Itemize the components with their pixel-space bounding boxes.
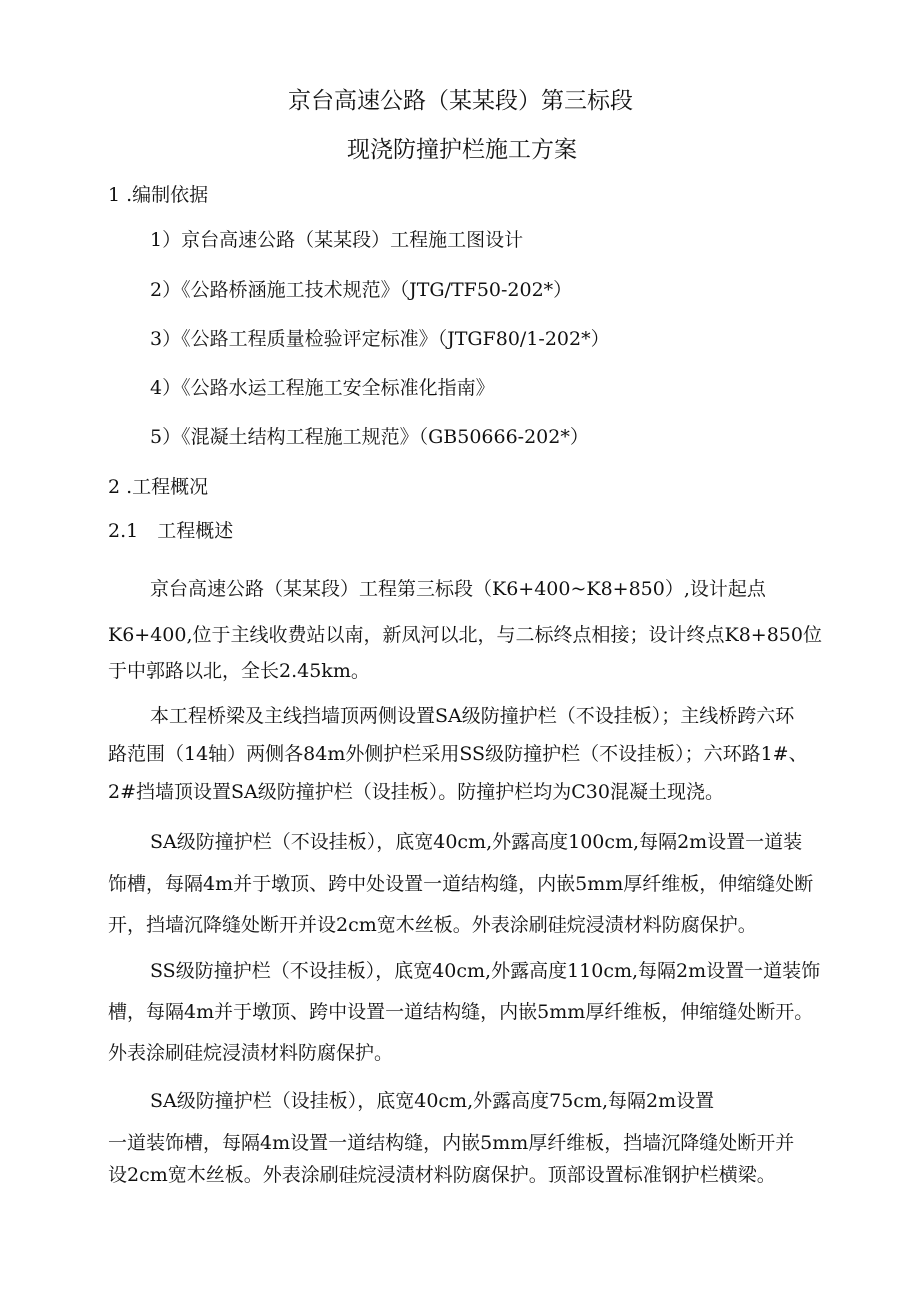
- paragraph-line: SA级防撞护栏（设挂板），底宽40cm,外露高度75cm,每隔2m设置: [150, 1090, 715, 1112]
- list-item: 2）《公路桥涵施工技术规范》（JTG/TF50-202*）: [150, 279, 573, 301]
- paragraph-line: 槽，每隔4m并于墩顶、跨中设置一道结构缝，内嵌5mm厚纤维板，伸缩缝处断开。: [108, 1001, 814, 1023]
- paragraph-line: SS级防撞护栏（不设挂板），底宽40cm,外露高度110cm,每隔2m设置一道装饰: [150, 960, 821, 982]
- list-item: 3）《公路工程质量检验评定标准》（JTGF80/1-202*）: [150, 328, 610, 350]
- paragraph-line: 路范围（14轴）两侧各84m外侧护栏采用SS级防撞护栏（不设挂板）；六环路1#、: [108, 743, 808, 765]
- list-item: 1）京台高速公路（某某段）工程施工图设计: [150, 229, 524, 251]
- document-title: 京台高速公路（某某段）第三标段: [288, 88, 633, 114]
- paragraph-line: 设2cm宽木丝板。外表涂刷硅烷浸渍材料防腐保护。顶部设置标准钢护栏横梁。: [108, 1164, 776, 1186]
- paragraph-line: 于中郭路以北，全长2.45km。: [108, 660, 370, 682]
- paragraph-line: 一道装饰槽，每隔4m设置一道结构缝，内嵌5mm厚纤维板，挡墙沉降缝处断开并: [108, 1132, 795, 1154]
- paragraph-line: SA级防撞护栏（不设挂板），底宽40cm,外露高度100cm,每隔2m设置一道装: [150, 831, 803, 853]
- list-item: 4）《公路水运工程施工安全标准化指南》: [150, 377, 495, 399]
- section-heading: 1 .编制依据: [108, 184, 209, 206]
- paragraph-line: 外表涂刷硅烷浸渍材料防腐保护。: [108, 1042, 394, 1064]
- paragraph-line: 京台高速公路（某某段）工程第三标段（K6+400~K8+850）,设计起点: [150, 578, 766, 600]
- list-item: 5）《混凝土结构工程施工规范》（GB50666-202*）: [150, 426, 589, 448]
- section-heading: 2 .工程概况: [108, 476, 209, 498]
- paragraph-line: 本工程桥梁及主线挡墙顶两侧设置SA级防撞护栏（不设挂板）；主线桥跨六环: [150, 705, 795, 727]
- paragraph-line: 2#挡墙顶设置SA级防撞护栏（设挂板）。防撞护栏均为C30混凝土现浇。: [108, 781, 724, 803]
- paragraph-line: 开，挡墙沉降缝处断开并设2cm宽木丝板。外表涂刷硅烷浸渍材料防腐保护。: [108, 914, 757, 936]
- paragraph-line: 饰槽，每隔4m并于墩顶、跨中处设置一道结构缝，内嵌5mm厚纤维板，伸缩缝处断: [108, 873, 814, 895]
- subsection-heading: 2.1 工程概述: [108, 520, 234, 542]
- paragraph-line: K6+400,位于主线收费站以南，新凤河以北，与二标终点相接；设计终点K8+850位: [108, 624, 822, 646]
- document-subtitle: 现浇防撞护栏施工方案: [347, 137, 577, 163]
